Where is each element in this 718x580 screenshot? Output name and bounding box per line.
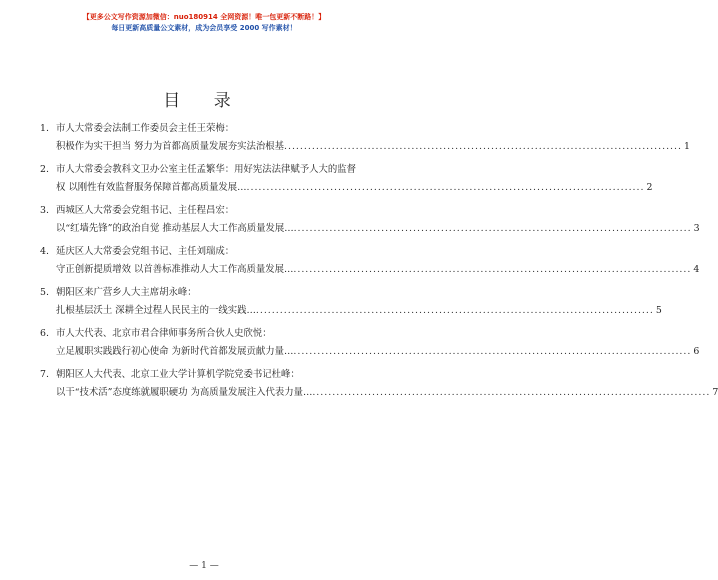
- entry-title: 权 以刚性有效监督服务保障首都高质量发展…: [56, 182, 247, 193]
- toc-entry[interactable]: [40, 202, 700, 238]
- entry-number: 1.: [40, 123, 49, 134]
- entry-author: 西城区人大常委会党组书记、主任程昌宏：: [56, 205, 235, 216]
- leader-dots: ....................................................................................................: [246, 182, 645, 193]
- entry-page-number: 3: [693, 223, 700, 234]
- header-banner: [0, 12, 408, 33]
- toc-entry[interactable]: [40, 284, 662, 320]
- entry-title: 扎根基层沃土 深耕全过程人民民主的一线实践…: [56, 305, 256, 316]
- entry-number: 2.: [40, 164, 49, 175]
- entry-author: 市人大常委会教科文卫办公室主任孟繁华：用好宪法法律赋予人大的监督: [56, 164, 357, 175]
- page-footer-number: — 1 —: [189, 561, 219, 571]
- banner-line-promo: 【更多公文写作资源加微信：nuo180914 全网资源！唯一包更新不断路！】: [82, 13, 326, 21]
- entry-title: 立足履职实践践行初心使命 为新时代首都发展贡献力量…: [56, 346, 294, 357]
- leader-dots: ....................................................................................................: [283, 141, 682, 152]
- entry-page-number: 4: [693, 264, 700, 275]
- entry-page-number: 6: [693, 346, 700, 357]
- entry-page-number: 7: [712, 387, 718, 398]
- entry-number: 4.: [40, 246, 49, 257]
- entry-title: 以“红墙先锋”的政治自觉 推动基层人大工作高质量发展…: [56, 223, 294, 234]
- entry-page-number: 2: [646, 182, 653, 193]
- leader-dots: ....................................................................................................: [312, 387, 711, 398]
- entry-author: 市人大常委会法制工作委员会主任王荣梅：: [56, 123, 235, 134]
- page-title: 目 录: [163, 91, 245, 111]
- leader-dots: ....................................................................................................: [293, 264, 692, 275]
- entry-number: 6.: [40, 328, 49, 339]
- entry-title: 以干“技术活”态度练就履职硬功 为高质量发展注入代表力量…: [56, 387, 313, 398]
- entry-number: 7.: [40, 369, 49, 380]
- entry-title: 积极作为实干担当 努力为首都高质量发展夯实法治根基: [56, 141, 284, 152]
- banner-line-update: 每日更新高质量公文素材，成为会员享受 2000 写作素材！: [111, 24, 297, 32]
- entry-author: 朝阳区来广营乡人大主席胡永峰：: [56, 287, 197, 298]
- entry-page-number: 1: [684, 141, 690, 152]
- leader-dots: ....................................................................................................: [293, 223, 692, 234]
- entry-author: 市人大代表、北京市君合律师事务所合伙人史欣悦：: [56, 328, 272, 339]
- entry-page-number: 5: [655, 305, 662, 316]
- table-of-contents: [40, 120, 718, 407]
- toc-entry[interactable]: [40, 325, 700, 361]
- toc-entry[interactable]: [40, 366, 718, 402]
- entry-title: 守正创新提质增效 以首善标准推动人大工作高质量发展…: [56, 264, 294, 275]
- leader-dots: ....................................................................................................: [293, 346, 692, 357]
- toc-entry[interactable]: [40, 243, 700, 279]
- entry-number: 5.: [40, 287, 49, 298]
- toc-entry[interactable]: [40, 120, 690, 156]
- leader-dots: ....................................................................................................: [255, 305, 654, 316]
- entry-author: 朝阳区人大代表、北京工业大学计算机学院党委书记杜峰：: [56, 369, 300, 380]
- entry-number: 3.: [40, 205, 49, 216]
- entry-author: 延庆区人大常委会党组书记、主任刘瑞成：: [56, 246, 235, 257]
- toc-entry[interactable]: [40, 161, 653, 197]
